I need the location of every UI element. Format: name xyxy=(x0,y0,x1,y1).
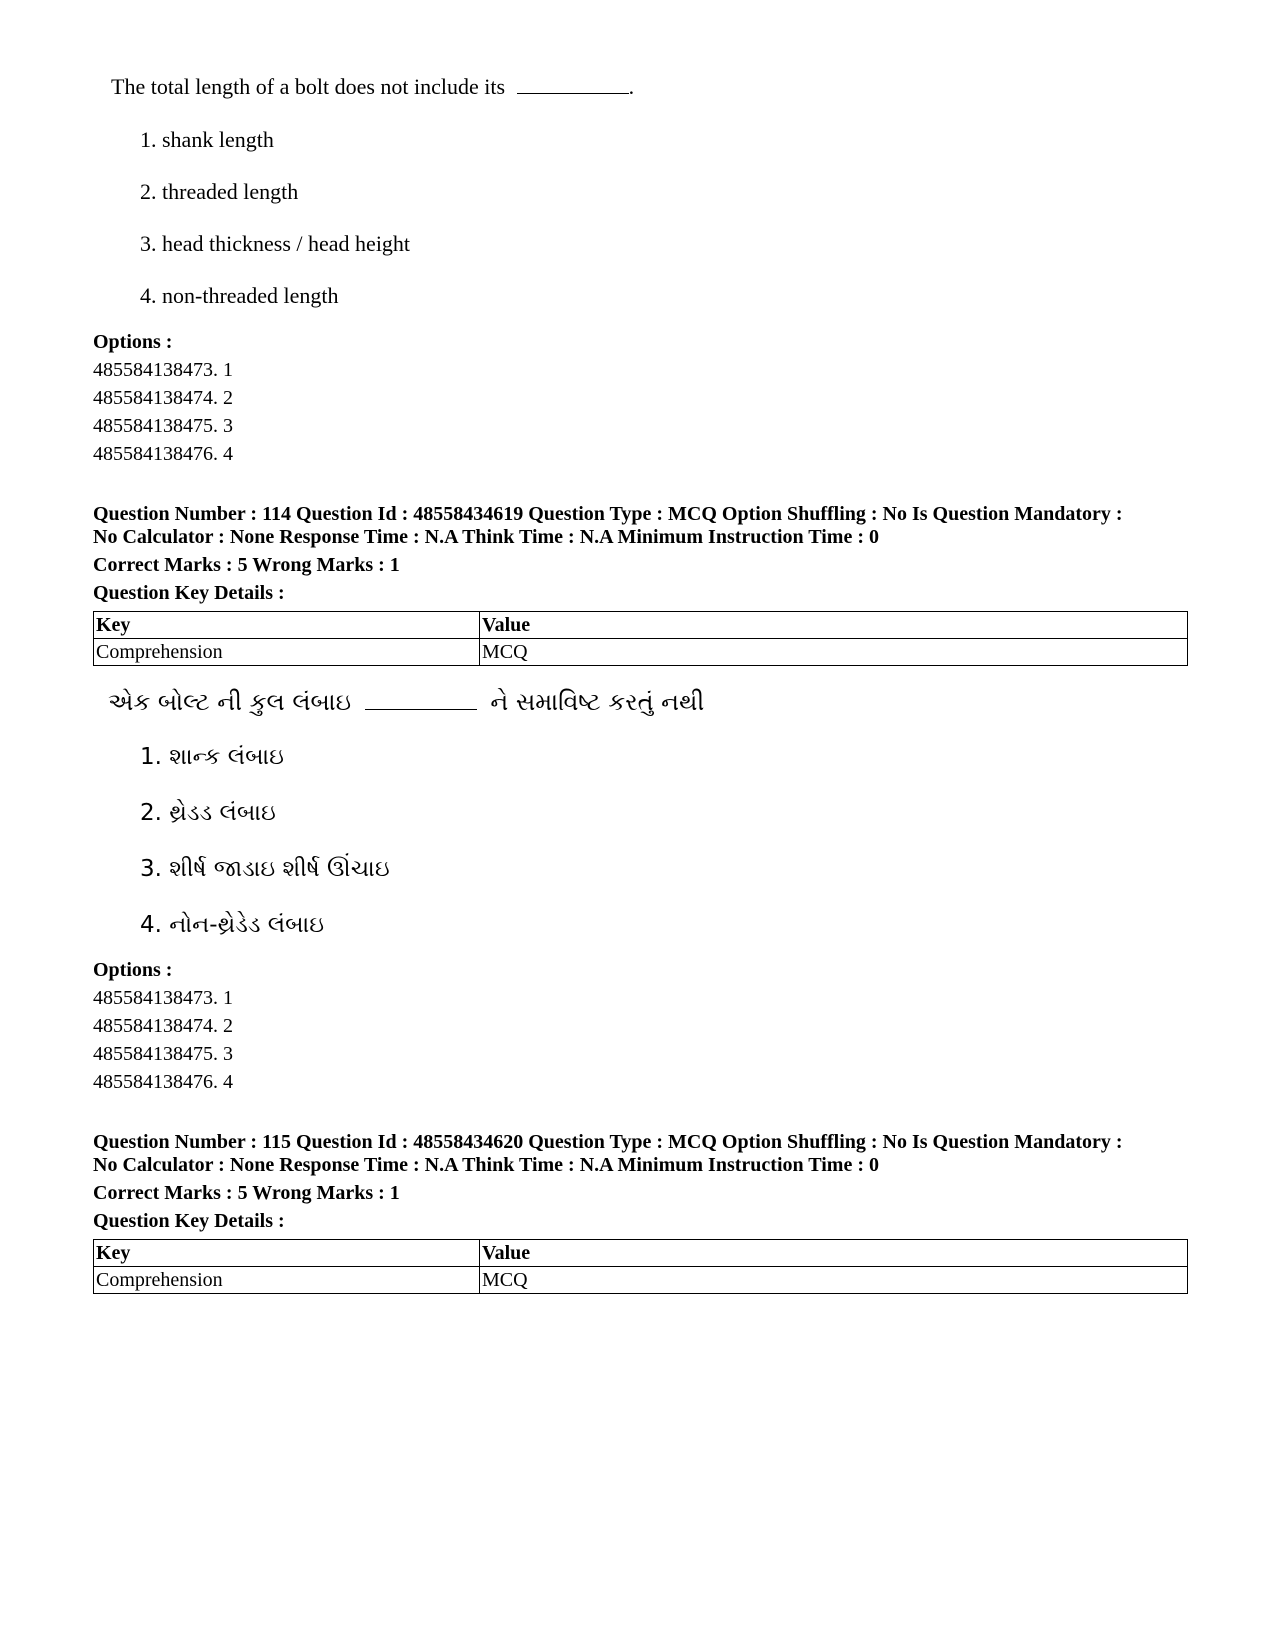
option-id-2: 485584138474. 2 xyxy=(93,1015,233,1037)
question-option-2: 2. થ્રેડડ લંબાઇ xyxy=(140,800,276,826)
table-cell-value: MCQ xyxy=(480,639,1188,666)
option-id-3: 485584138475. 3 xyxy=(93,415,233,437)
option-id-3: 485584138475. 3 xyxy=(93,1043,233,1065)
options-block-113 xyxy=(93,328,233,468)
options-block-114 xyxy=(93,956,233,1096)
question-stem xyxy=(108,688,704,716)
table-cell-key: Comprehension xyxy=(94,639,480,666)
option-id-2: 485584138474. 2 xyxy=(93,387,233,409)
table-header-row xyxy=(94,1240,1188,1267)
option-id-4: 485584138476. 4 xyxy=(93,1071,233,1093)
question-115-meta-line-2: No Calculator : None Response Time : N.A Think Time : N.A Minimum Instruction Time : 0 xyxy=(93,1154,879,1176)
option-id-1: 485584138473. 1 xyxy=(93,359,233,381)
options-label: Options : xyxy=(93,959,173,981)
table-header-key: Key xyxy=(94,612,480,639)
question-option-1: 1. shank length xyxy=(140,127,274,152)
table-header-value: Value xyxy=(480,1240,1188,1267)
question-115-key-details-label: Question Key Details : xyxy=(93,1210,285,1232)
question-115-marks: Correct Marks : 5 Wrong Marks : 1 xyxy=(93,1182,400,1204)
table-header-key: Key xyxy=(94,1240,480,1267)
question-option-4: 4. નોન-થ્રેડેડ લંબાઇ xyxy=(140,912,325,938)
table-header-row xyxy=(94,612,1188,639)
option-id-4: 485584138476. 4 xyxy=(93,443,233,465)
question-option-3: 3. શીર્ષ જાડાઇ શીર્ષ ઊંચાઇ xyxy=(140,856,390,882)
question-114-meta-line-1: Question Number : 114 Question Id : 48558434619 Question Type : MCQ Option Shuffling : No Is Question Mandatory : xyxy=(93,503,1123,525)
table-cell-value: MCQ xyxy=(480,1267,1188,1294)
question-115-key-table xyxy=(93,1239,1188,1294)
options-label: Options : xyxy=(93,331,173,353)
question-114-key-details-label: Question Key Details : xyxy=(93,582,285,604)
question-114-key-table xyxy=(93,611,1188,666)
question-114-marks: Correct Marks : 5 Wrong Marks : 1 xyxy=(93,554,400,576)
question-115-meta-line-1: Question Number : 115 Question Id : 48558434620 Question Type : MCQ Option Shuffling : No Is Question Mandatory : xyxy=(93,1131,1123,1153)
answer-blank xyxy=(517,92,629,94)
question-option-1: 1. શાન્ક લંબાઇ xyxy=(140,744,284,770)
table-row xyxy=(94,1267,1188,1294)
answer-blank xyxy=(365,708,477,710)
table-row xyxy=(94,639,1188,666)
question-option-2: 2. threaded length xyxy=(140,179,299,204)
table-cell-key: Comprehension xyxy=(94,1267,480,1294)
table-header-value: Value xyxy=(480,612,1188,639)
question-option-3: 3. head thickness / head height xyxy=(140,231,411,256)
option-id-1: 485584138473. 1 xyxy=(93,987,233,1009)
question-stem-text: એક બોલ્ટ ની કુલ લંબાઇ xyxy=(108,688,352,716)
question-stem-text: The total length of a bolt does not include its xyxy=(111,74,506,99)
question-stem-tail: ને સમાવિષ્ટ કરતું નથી xyxy=(490,688,705,716)
question-114-meta-line-2: No Calculator : None Response Time : N.A Think Time : N.A Minimum Instruction Time : 0 xyxy=(93,526,879,548)
question-option-4: 4. non-threaded length xyxy=(140,283,339,308)
question-stem xyxy=(111,74,634,100)
question-stem-tail: . xyxy=(628,74,635,99)
